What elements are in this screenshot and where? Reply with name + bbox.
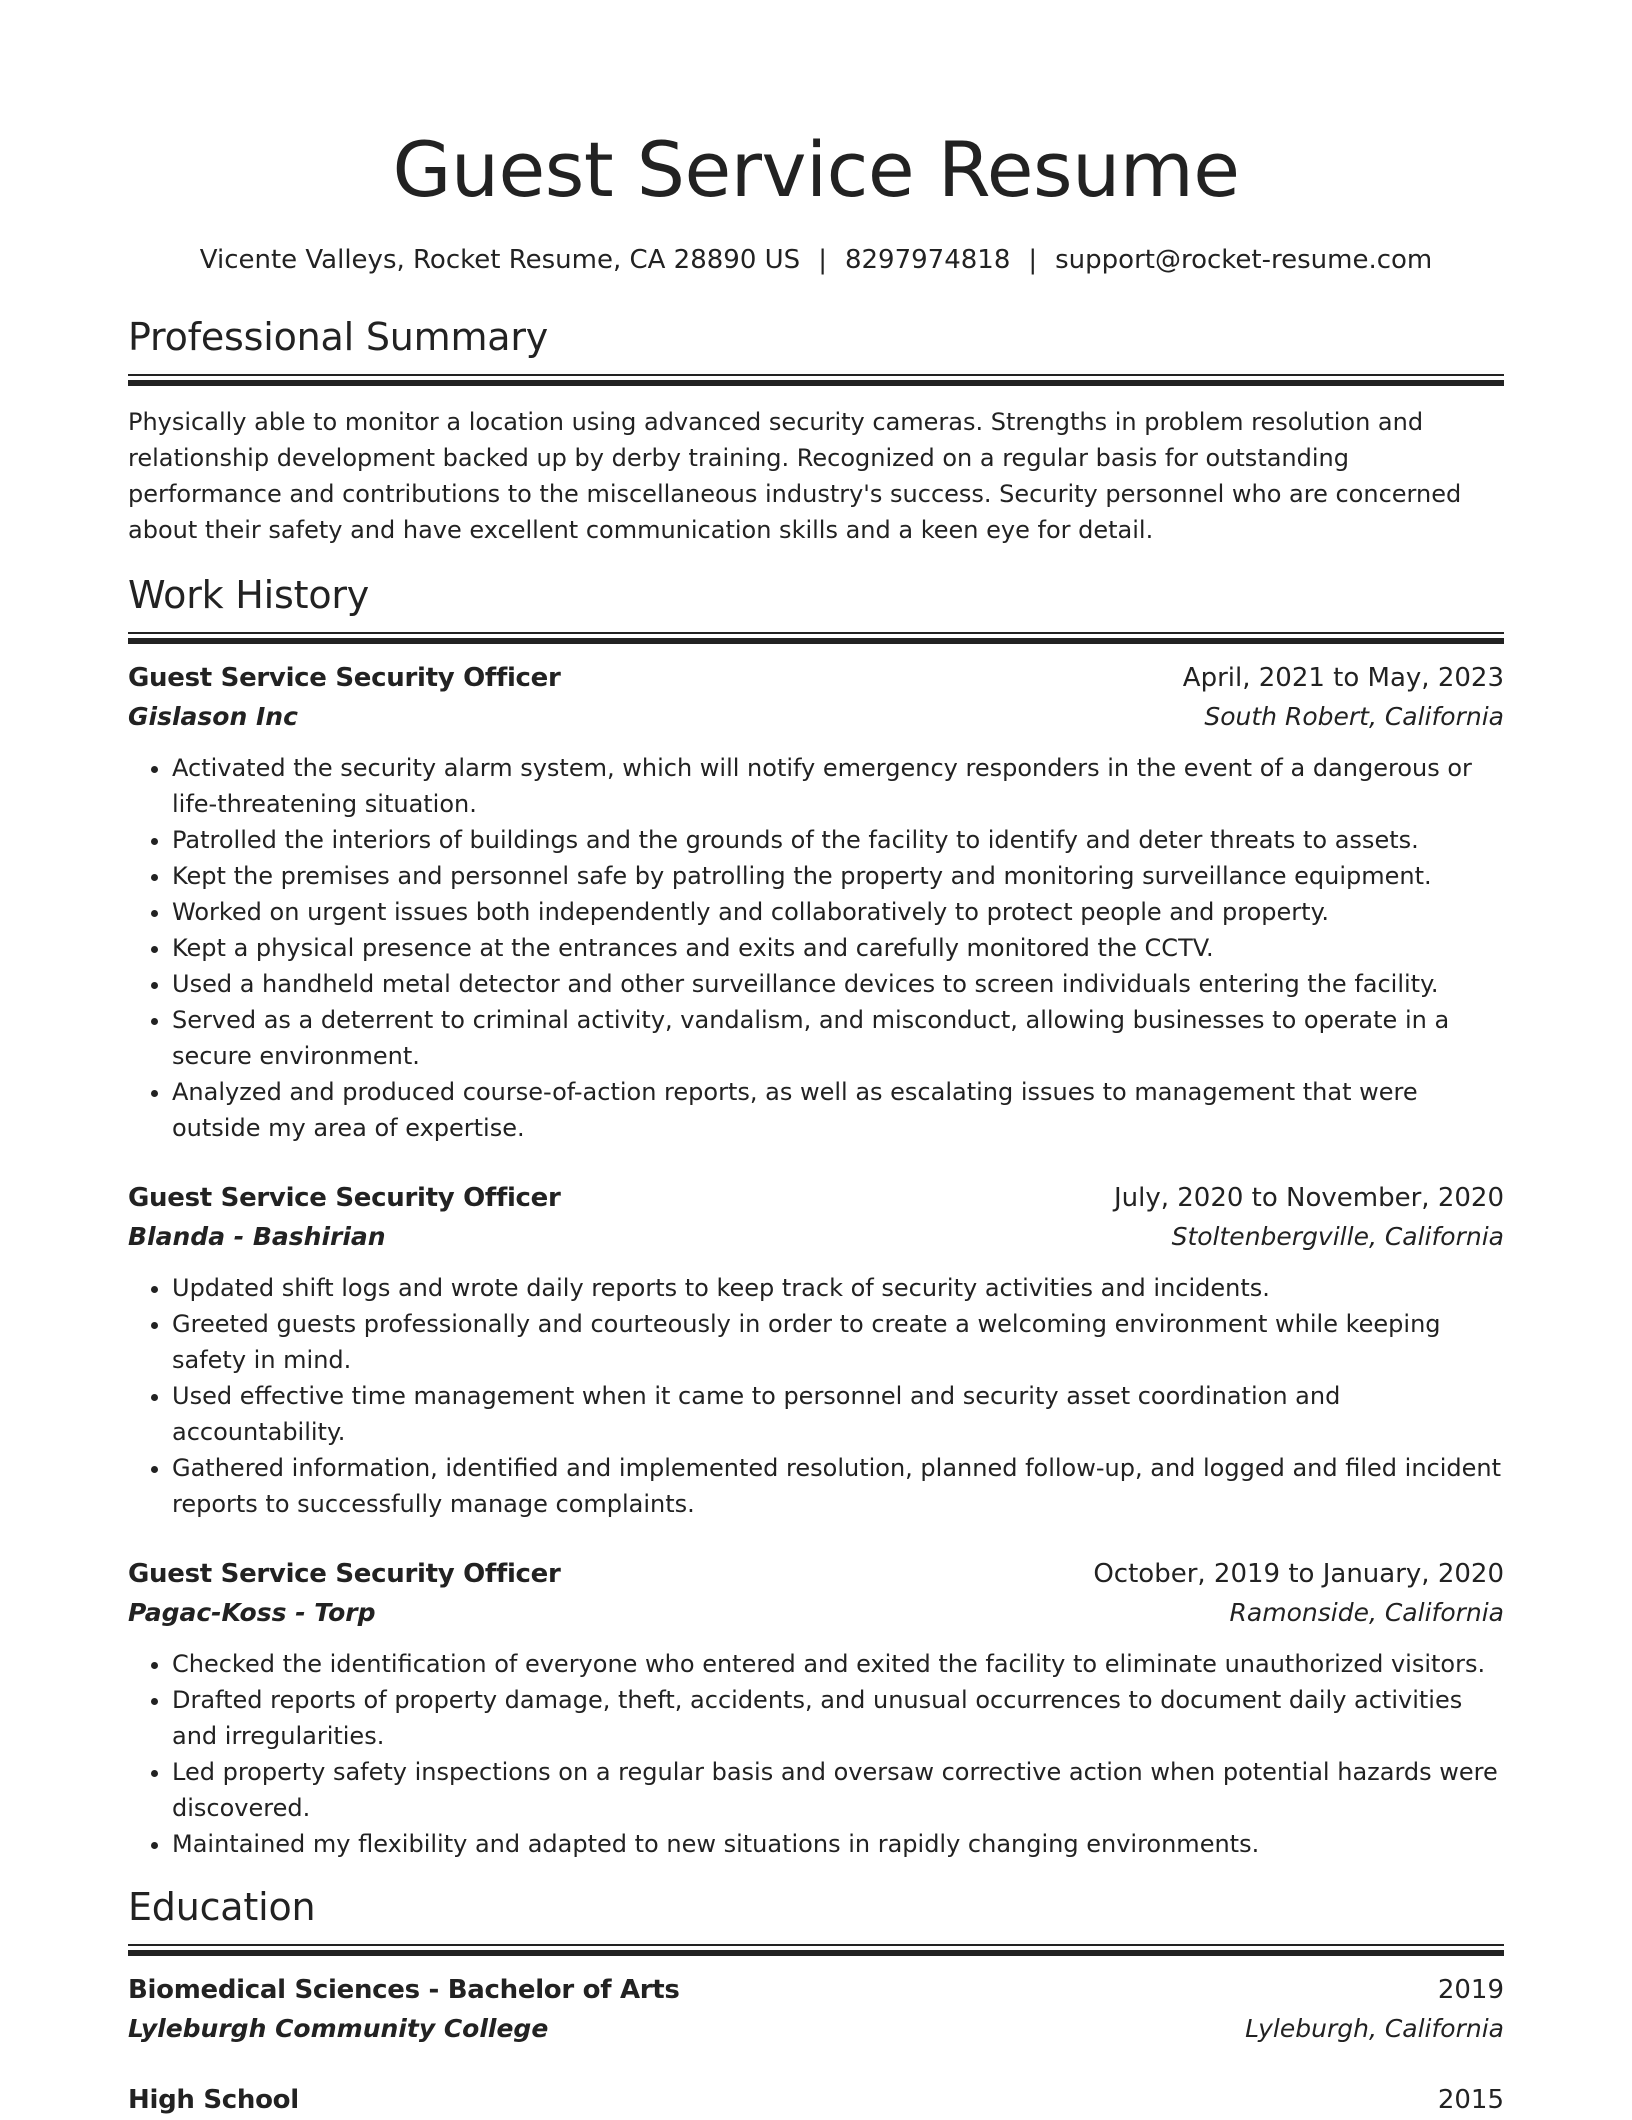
education-degree: High School [128, 2085, 299, 2115]
contact-phone: 8297974818 [844, 245, 1011, 275]
education-degree: Biomedical Sciences - Bachelor of Arts [128, 1975, 680, 2005]
education-header [128, 2080, 1504, 2120]
contact-separator: | [1028, 245, 1038, 275]
resume-title: Guest Service Resume [392, 125, 1240, 214]
summary-text: Physically able to monitor a location using advanced security cameras. Strengths in problem resolution and relationship development backed up by derby training. Recognized on a regular basis for outstanding performance and contributions to the miscellaneous industry's success. Security personnel who are concerned about their safety and have excellent communication skills and a keen eye for detail. [128, 408, 1462, 544]
job-header [128, 658, 1504, 698]
section-divider [128, 632, 1504, 644]
job-location: Stoltenbergville, California [1171, 1222, 1504, 1251]
education-school: Lyleburgh Community College [128, 2014, 549, 2043]
list-item: • Checked the identification of everyone who entered and exited the facility to eliminate unauthorized visitors. [172, 1646, 1504, 1682]
job-header [128, 1178, 1504, 1218]
job-company: Gislason Inc [128, 702, 298, 731]
list-item: • Greeted guests professionally and courteously in order to create a welcoming environment while keeping safety in mind. [172, 1306, 1504, 1378]
summary-heading: Professional Summary [128, 315, 549, 359]
job-entry [128, 1554, 1504, 1862]
education-entry [128, 1970, 1504, 2048]
summary-section [128, 314, 1504, 548]
education-year: 2019 [1437, 1975, 1504, 2005]
education-year: 2015 [1437, 2085, 1504, 2115]
list-item: • Kept a physical presence at the entrances and exits and carefully monitored the CCTV. [172, 930, 1504, 966]
job-subheader [128, 1594, 1504, 1632]
education-subheader [128, 2010, 1504, 2048]
job-entry [128, 658, 1504, 1146]
list-item: • Worked on urgent issues both independently and collaboratively to protect people and property. [172, 894, 1504, 930]
list-item: • Activated the security alarm system, which will notify emergency responders in the event of a dangerous or life-threatening situation. [172, 750, 1504, 822]
job-title: Guest Service Security Officer [128, 1559, 561, 1589]
job-location: South Robert, California [1204, 702, 1504, 731]
education-location: Lyleburgh, California [1245, 2014, 1504, 2043]
list-item: • Used a handheld metal detector and other surveillance devices to screen individuals entering the facility. [172, 966, 1504, 1002]
work-history-heading: Work History [128, 573, 370, 617]
job-bullets [128, 1646, 1504, 1862]
section-divider [128, 374, 1504, 386]
job-subheader [128, 698, 1504, 736]
job-bullets [128, 1270, 1504, 1522]
list-item: • Led property safety inspections on a regular basis and oversaw corrective action when potential hazards were discovered. [172, 1754, 1504, 1826]
work-history-section [128, 572, 1504, 1862]
job-dates: April, 2021 to May, 2023 [1182, 663, 1504, 693]
section-divider [128, 1944, 1504, 1956]
job-dates: July, 2020 to November, 2020 [1113, 1183, 1504, 1213]
job-location: Ramonside, California [1229, 1598, 1504, 1627]
education-header [128, 1970, 1504, 2010]
contact-email: support@rocket-resume.com [1055, 245, 1433, 275]
list-item: • Used effective time management when it came to personnel and security asset coordination and accountability. [172, 1378, 1504, 1450]
list-item: • Served as a deterrent to criminal activity, vandalism, and misconduct, allowing businesses to operate in a secure environment. [172, 1002, 1504, 1074]
list-item: • Maintained my flexibility and adapted to new situations in rapidly changing environments. [172, 1826, 1504, 1862]
list-item: • Updated shift logs and wrote daily reports to keep track of security activities and incidents. [172, 1270, 1504, 1306]
list-item: • Gathered information, identified and implemented resolution, planned follow-up, and logged and filed incident reports to successfully manage complaints. [172, 1450, 1504, 1522]
job-title: Guest Service Security Officer [128, 1183, 561, 1213]
job-entry [128, 1178, 1504, 1522]
education-entry [128, 2080, 1504, 2120]
list-item: • Patrolled the interiors of buildings and the grounds of the facility to identify and deter threats to assets. [172, 822, 1504, 858]
list-item: • Drafted reports of property damage, theft, accidents, and unusual occurrences to document daily activities and irregularities. [172, 1682, 1504, 1754]
list-item: • Analyzed and produced course-of-action reports, as well as escalating issues to management that were outside my area of expertise. [172, 1074, 1504, 1146]
job-title: Guest Service Security Officer [128, 663, 561, 693]
contact-line [128, 242, 1504, 278]
job-dates: October, 2019 to January, 2020 [1093, 1559, 1504, 1589]
list-item: • Kept the premises and personnel safe by patrolling the property and monitoring surveillance equipment. [172, 858, 1504, 894]
job-company: Pagac-Koss - Torp [128, 1598, 376, 1627]
job-company: Blanda - Bashirian [128, 1222, 386, 1251]
job-header [128, 1554, 1504, 1594]
job-bullets [128, 750, 1504, 1146]
job-subheader [128, 1218, 1504, 1256]
contact-address: Vicente Valleys, Rocket Resume, CA 28890 US [199, 245, 801, 275]
contact-separator: | [818, 245, 827, 275]
education-heading: Education [128, 1885, 316, 1929]
education-section [128, 1884, 1504, 2120]
